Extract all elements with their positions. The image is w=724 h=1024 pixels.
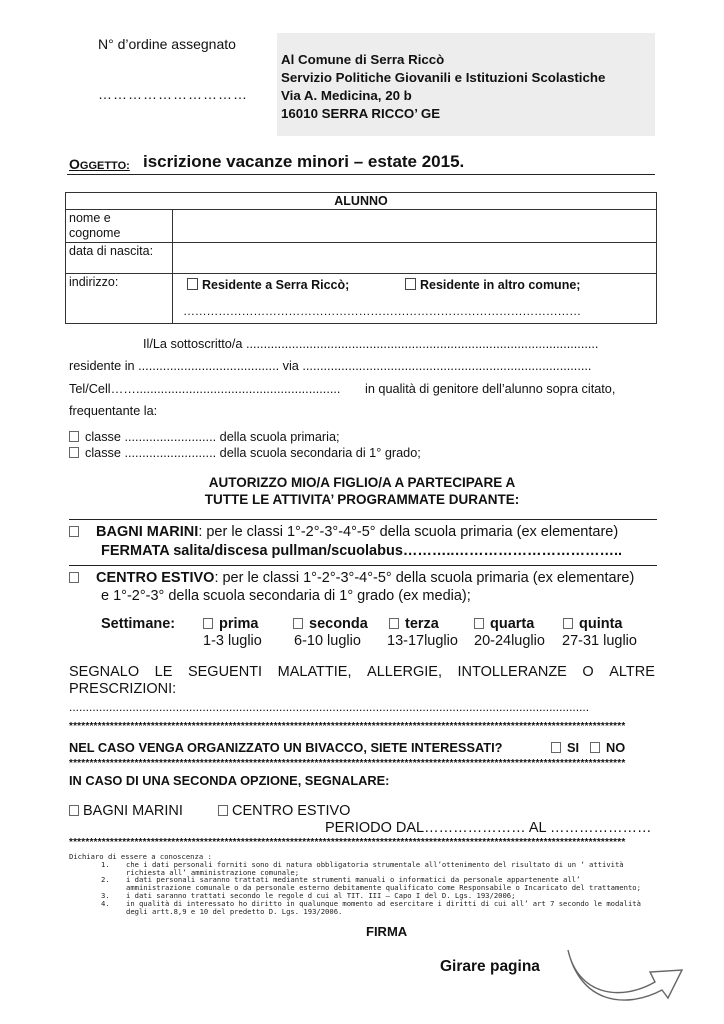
week-terza-dates: 13-17luglio xyxy=(387,633,458,649)
separator xyxy=(69,565,657,566)
checkbox-icon[interactable] xyxy=(69,526,79,537)
attending-label: frequentante la: xyxy=(69,404,158,418)
checkbox-icon[interactable] xyxy=(69,805,79,816)
address-line-2: Servizio Politiche Giovanili e Istituzioni Scolastiche xyxy=(281,70,606,85)
period-field[interactable]: PERIODO DAL………………… AL ………………… xyxy=(325,820,652,836)
privacy-item-2: i dati personali saranno trattati mediante strumenti manuali o informatici da personale appartenente all’ amministrazione comunale o da personale esterno debitamente qualificato come Responsabile o Incaricato del trattamento; xyxy=(126,875,641,892)
stars-separator: **************************************************************************************************************************************** xyxy=(69,837,626,848)
week-quinta[interactable]: quinta xyxy=(563,616,623,632)
privacy-item-4-number: 4. xyxy=(101,899,110,908)
week-quarta[interactable]: quarta xyxy=(474,616,534,632)
checkbox-icon[interactable] xyxy=(203,618,213,629)
week-prima[interactable]: prima xyxy=(203,616,259,632)
bagni-option[interactable]: BAGNI MARINI: per le classi 1°-2°-3°-4°-5° della scuola primaria (ex elementare) xyxy=(69,524,618,540)
weeks-label: Settimane: xyxy=(101,616,176,632)
privacy-item-3-number: 3. xyxy=(101,891,110,900)
checkbox-icon[interactable] xyxy=(69,572,79,583)
parent-role-text: in qualità di genitore dell’alunno sopra citato, xyxy=(365,382,616,396)
week-terza[interactable]: terza xyxy=(389,616,439,632)
class-primary-option[interactable]: classe .......................... della scuola primaria; xyxy=(69,430,340,444)
address-dots[interactable]: ………………………………………………………………………………………… xyxy=(183,304,581,318)
illness-heading-2: PRESCRIZIONI: xyxy=(69,681,177,697)
week-seconda-dates: 6-10 luglio xyxy=(294,633,361,649)
week-seconda[interactable]: seconda xyxy=(293,616,368,632)
address-label: indirizzo: xyxy=(66,274,173,324)
address-line-3: Via A. Medicina, 20 b xyxy=(281,88,412,103)
checkbox-icon[interactable] xyxy=(69,431,79,442)
turn-page-arrow-icon xyxy=(560,940,710,1010)
bus-stop-line[interactable]: FERMATA salita/discesa pullman/scuolabus………..…………………………….. xyxy=(101,543,623,559)
authorization-heading: AUTORIZZO MIO/A FIGLIO/A A PARTECIPARE A TUTTE LE ATTIVITA’ PROGRAMMATE DURANTE: xyxy=(204,475,520,507)
subject-underline xyxy=(67,174,655,175)
privacy-intro: Dichiaro di essere a conoscenza : xyxy=(69,852,212,861)
illness-heading: SEGNALO LE SEGUENTI MALATTIE, ALLERGIE, INTOLLERANZE O ALTRE xyxy=(69,664,655,680)
week-quinta-dates: 27-31 luglio xyxy=(562,633,637,649)
name-field[interactable] xyxy=(173,210,657,243)
checkbox-icon[interactable] xyxy=(590,742,600,753)
bivacco-yes[interactable]: SI xyxy=(551,740,579,755)
checkbox-icon[interactable] xyxy=(69,447,79,458)
birth-date-field[interactable] xyxy=(173,243,657,274)
residence-line[interactable]: residente in ........................................ via .................................................................................. xyxy=(69,359,592,373)
week-quarta-dates: 20-24luglio xyxy=(474,633,545,649)
bivacco-no[interactable]: NO xyxy=(590,740,625,755)
centro-line-2: e 1°-2°-3° della scuola secondaria di 1° grado (ex media); xyxy=(101,588,471,604)
parent-name-line[interactable]: Il/La sottoscritto/a .................................................................................................... xyxy=(143,337,599,351)
address-field[interactable] xyxy=(173,274,657,324)
checkbox-icon[interactable] xyxy=(551,742,561,753)
bivacco-question: NEL CASO VENGA ORGANIZZATO UN BIVACCO, SIETE INTERESSATI? xyxy=(69,740,503,755)
order-number-field[interactable]: ………………………… xyxy=(98,86,248,102)
checkbox-icon[interactable] xyxy=(563,618,573,629)
checkbox-icon[interactable] xyxy=(218,805,228,816)
resident-other-option[interactable]: Residente in altro comune; xyxy=(405,278,580,292)
birth-date-label: data di nascita: xyxy=(66,243,173,274)
phone-line[interactable]: Tel/Cell…….......................................................... xyxy=(69,382,341,396)
stars-separator: **************************************************************************************************************************************** xyxy=(69,758,626,769)
separator xyxy=(69,519,657,520)
address-line-4: 16010 SERRA RICCO’ GE xyxy=(281,106,441,121)
turn-page-label: Girare pagina xyxy=(440,958,540,975)
class-secondary-option[interactable]: classe .......................... della scuola secondaria di 1° grado; xyxy=(69,446,421,460)
name-label: nome e cognome xyxy=(66,210,173,243)
resident-serra-option[interactable]: Residente a Serra Riccò; xyxy=(187,278,349,292)
checkbox-icon[interactable] xyxy=(389,618,399,629)
checkbox-icon[interactable] xyxy=(405,278,416,290)
centro-option[interactable]: CENTRO ESTIVO: per le classi 1°-2°-3°-4°-5° della scuola primaria (ex elementare) xyxy=(69,570,634,586)
checkbox-icon[interactable] xyxy=(187,278,198,290)
subject-label: OGGETTO: xyxy=(69,156,130,172)
student-table-header: ALUNNO xyxy=(66,193,657,210)
address-line-1: Al Comune di Serra Riccò xyxy=(281,52,445,67)
privacy-item-2-number: 2. xyxy=(101,875,110,884)
checkbox-icon[interactable] xyxy=(293,618,303,629)
privacy-item-4: in qualità di interessato ho diritto in qualunque momento ad esercitare i diritti di cui all’ art 7 secondo le modalità degli artt.8,9 e 10 del predetto D. Lgs. 193/2006. xyxy=(126,899,641,916)
illness-field[interactable]: ............................................................................................................................................................ xyxy=(69,700,590,714)
student-table xyxy=(65,192,657,324)
privacy-item-1: che i dati personali forniti sono di natura obbligatoria strumentale all’ottenimento del risultato di un ‘ attività richiesta all’ amministrazione comunale; xyxy=(126,860,624,877)
checkbox-icon[interactable] xyxy=(474,618,484,629)
stars-separator: **************************************************************************************************************************************** xyxy=(69,721,626,732)
signature-label: FIRMA xyxy=(366,924,408,939)
week-prima-dates: 1-3 luglio xyxy=(203,633,262,649)
subject-title: iscrizione vacanze minori – estate 2015. xyxy=(143,152,465,171)
privacy-item-3: i dati saranno trattati secondo le regole d cui al TIT. III – Capo I del D. Lgs. 193/2006; xyxy=(126,891,516,900)
second-option-heading: IN CASO DI UNA SECONDA OPZIONE, SEGNALARE: xyxy=(69,773,390,788)
second-option-centro[interactable]: CENTRO ESTIVO xyxy=(218,803,350,819)
privacy-item-1-number: 1. xyxy=(101,860,110,869)
order-number-label: N° d’ordine assegnato xyxy=(98,36,236,52)
second-option-bagni[interactable]: BAGNI MARINI xyxy=(69,803,183,819)
